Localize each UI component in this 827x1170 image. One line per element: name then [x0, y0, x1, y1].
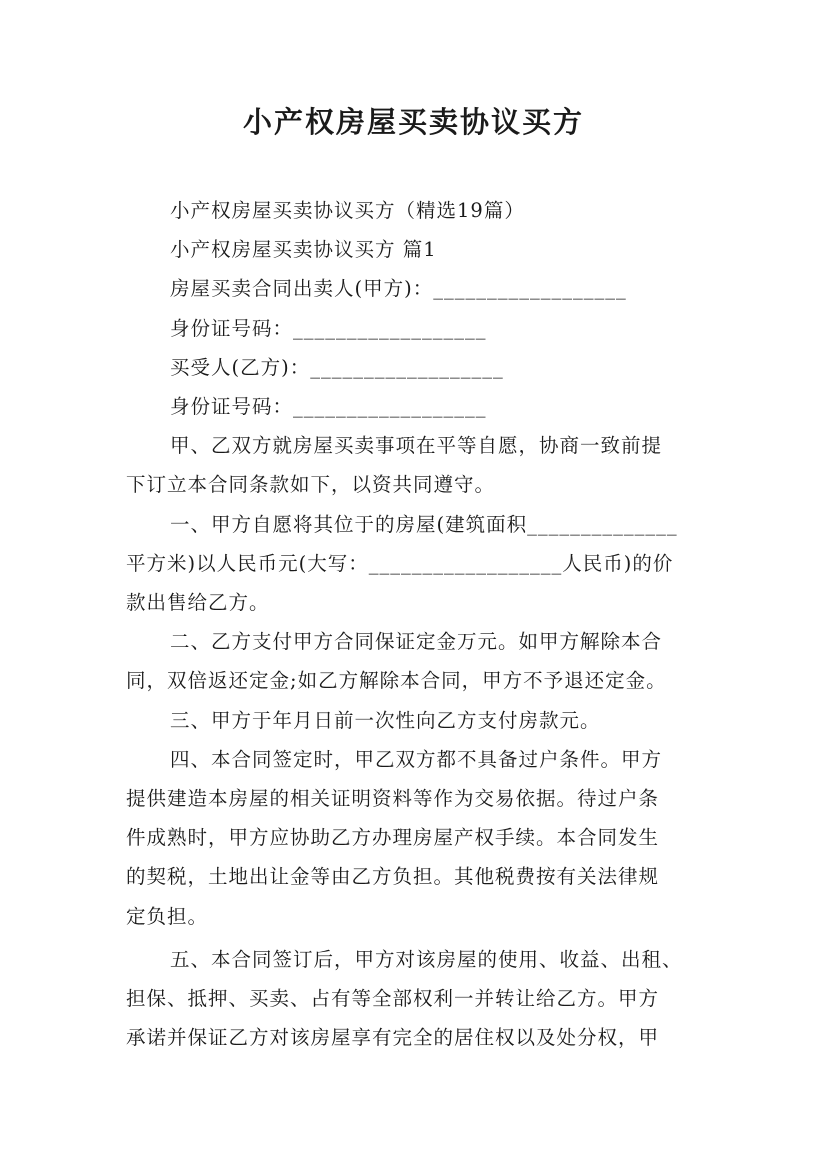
seller-field: 房屋买卖合同出卖人(甲方)：__________________	[170, 277, 627, 301]
paragraph-line: 承诺并保证乙方对该房屋享有完全的居住权以及处分权，甲	[126, 1026, 660, 1050]
paragraph-line: 定负担。	[126, 904, 209, 928]
paragraph-line: 件成熟时，甲方应协助乙方办理房屋产权手续。本合同发生	[126, 826, 660, 850]
paragraph-intro	[126, 426, 704, 504]
subtitle-line: 小产权房屋买卖协议买方（精选19篇）	[170, 199, 525, 222]
paragraph-clause-2	[126, 622, 704, 700]
paragraph-line: 同，双倍返还定金;如乙方解除本合同，甲方不予退还定金。	[126, 669, 667, 693]
paragraph-line: 甲、乙双方就房屋买卖事项在平等自愿，协商一致前提	[170, 434, 663, 458]
seller-id-field: 身份证号码：__________________	[170, 316, 487, 340]
paragraph-line: 五、本合同签订后，甲方对该房屋的使用、收益、出租、	[170, 947, 683, 971]
paragraph-line: 下订立本合同条款如下，以资共同遵守。	[126, 473, 496, 497]
document-title: 小产权房屋买卖协议买方	[242, 105, 584, 139]
paragraph-line: 二、乙方支付甲方合同保证定金万元。如甲方解除本合	[170, 630, 663, 654]
paragraph-line: 提供建造本房屋的相关证明资料等作为交易依据。待过户条	[126, 787, 660, 811]
paragraph-line: 四、本合同签定时，甲乙双方都不具备过户条件。甲方	[170, 747, 663, 771]
paragraph-line: 担保、抵押、买卖、占有等全部权利一并转让给乙方。甲方	[126, 987, 660, 1011]
paragraph-clause-1	[126, 505, 704, 623]
paragraph-line: 平方米)以人民币元(大写：__________________人民币)的价	[126, 551, 674, 575]
paragraph-line: 的契税，土地出让金等由乙方负担。其他税费按有关法律规	[126, 865, 660, 889]
document-body	[126, 191, 704, 1057]
paragraph-clause-4	[126, 740, 704, 936]
paragraph-clause-3	[126, 701, 704, 740]
paragraph-line: 三、甲方于年月日前一次性向乙方支付房款元。	[170, 708, 601, 732]
buyer-id-field: 身份证号码：__________________	[170, 395, 487, 419]
paragraph-clause-5	[126, 940, 704, 1058]
buyer-field: 买受人(乙方)：__________________	[170, 355, 504, 379]
section-heading: 小产权房屋买卖协议买方 篇1	[170, 238, 437, 262]
paragraph-line: 款出售给乙方。	[126, 591, 270, 615]
paragraph-line: 一、甲方自愿将其位于的房屋(建筑面积______________	[170, 512, 678, 536]
